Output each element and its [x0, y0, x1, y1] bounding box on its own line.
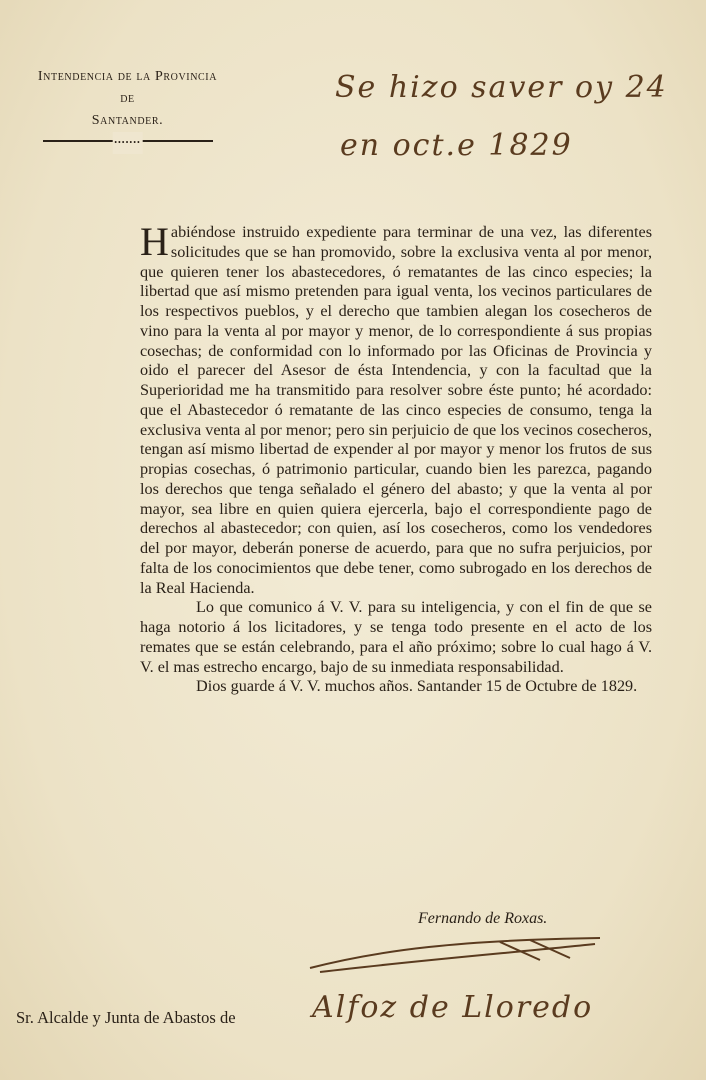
- letterhead-divider: [43, 138, 213, 144]
- decree-body: [140, 219, 652, 697]
- letterhead-line-2: de: [120, 91, 135, 106]
- signatory-name: Fernando de Roxas.: [418, 910, 548, 927]
- paragraph-1-text: abiéndose instruido expediente para terminar de una vez, las diferentes solicitudes que se han promovido, sobre la exclusiva venta al por menor, que quieren tener los abastecedores, ó rematantes de las cinco especies; la libertad que así mismo pretenden para igual venta, los vecinos particulares de los respectivos pueblos, y el derecho que tambien alegan los cosecheros de vino para la venta al por mayor y menor, de lo correspondiente á sus propias cosechas; de conformidad con lo informado por las Oficinas de Provincia y oido el parecer del Asesor de ésta Intendencia, y con la facultad que la Superioridad me ha transmitido para resolver sobre éste punto; hé acordado: que el Abastecedor ó rematante de las cinco especies de consumo, tenga la exclusiva venta al por menor; pero sin perjuicio de que los vecinos cosecheros, tengan así mismo libertad de expender al por mayor y menor los frutos de sus propias cosechas, ó patrimonio particular, cuando bien les parezca, pagando los derechos que tenga señalado el género del abasto; y que la venta al por mayor, sea libre en quien quiera ejercerla, bajo el correspondiente pago de derechos al abastecedor; con quien, así los cosecheros, como los vendedores del por mayor, deberán ponerse de acuerdo, para que no sufra perjuicios, por falta de los conocimientos que debe tener, como subrogado en los derechos de la Real Hacienda.: [140, 223, 652, 597]
- handwritten-addressee: Alfoz de Lloredo: [312, 990, 594, 1025]
- handwritten-note-line-1: Se hizo saver oy 24: [335, 70, 668, 105]
- drop-cap: H: [140, 219, 169, 264]
- handwritten-note-line-2: en oct.e 1829: [340, 128, 573, 163]
- addressee-line: Sr. Alcalde y Junta de Abastos de: [16, 1008, 236, 1027]
- letterhead-line-1: Intendencia de la Provincia: [37, 69, 218, 84]
- paragraph-2: Lo que comunico á V. V. para su inteligencia, y con el fin de que se haga notorio á los licitadores, y se tenga todo presente en el acto de los remates que se están celebrando, para el año próximo; sobre lo cual hago á V. V. el mas estrecho encargo, bajo de su inmediata responsabilidad.: [140, 598, 652, 676]
- letterhead: [10, 66, 245, 144]
- letterhead-line-3: Santander.: [91, 113, 164, 128]
- paragraph-3: Dios guarde á V. V. muchos años. Santander 15 de Octubre de 1829.: [196, 677, 638, 696]
- signature-flourish: [300, 930, 610, 980]
- paragraph-1: [140, 219, 652, 598]
